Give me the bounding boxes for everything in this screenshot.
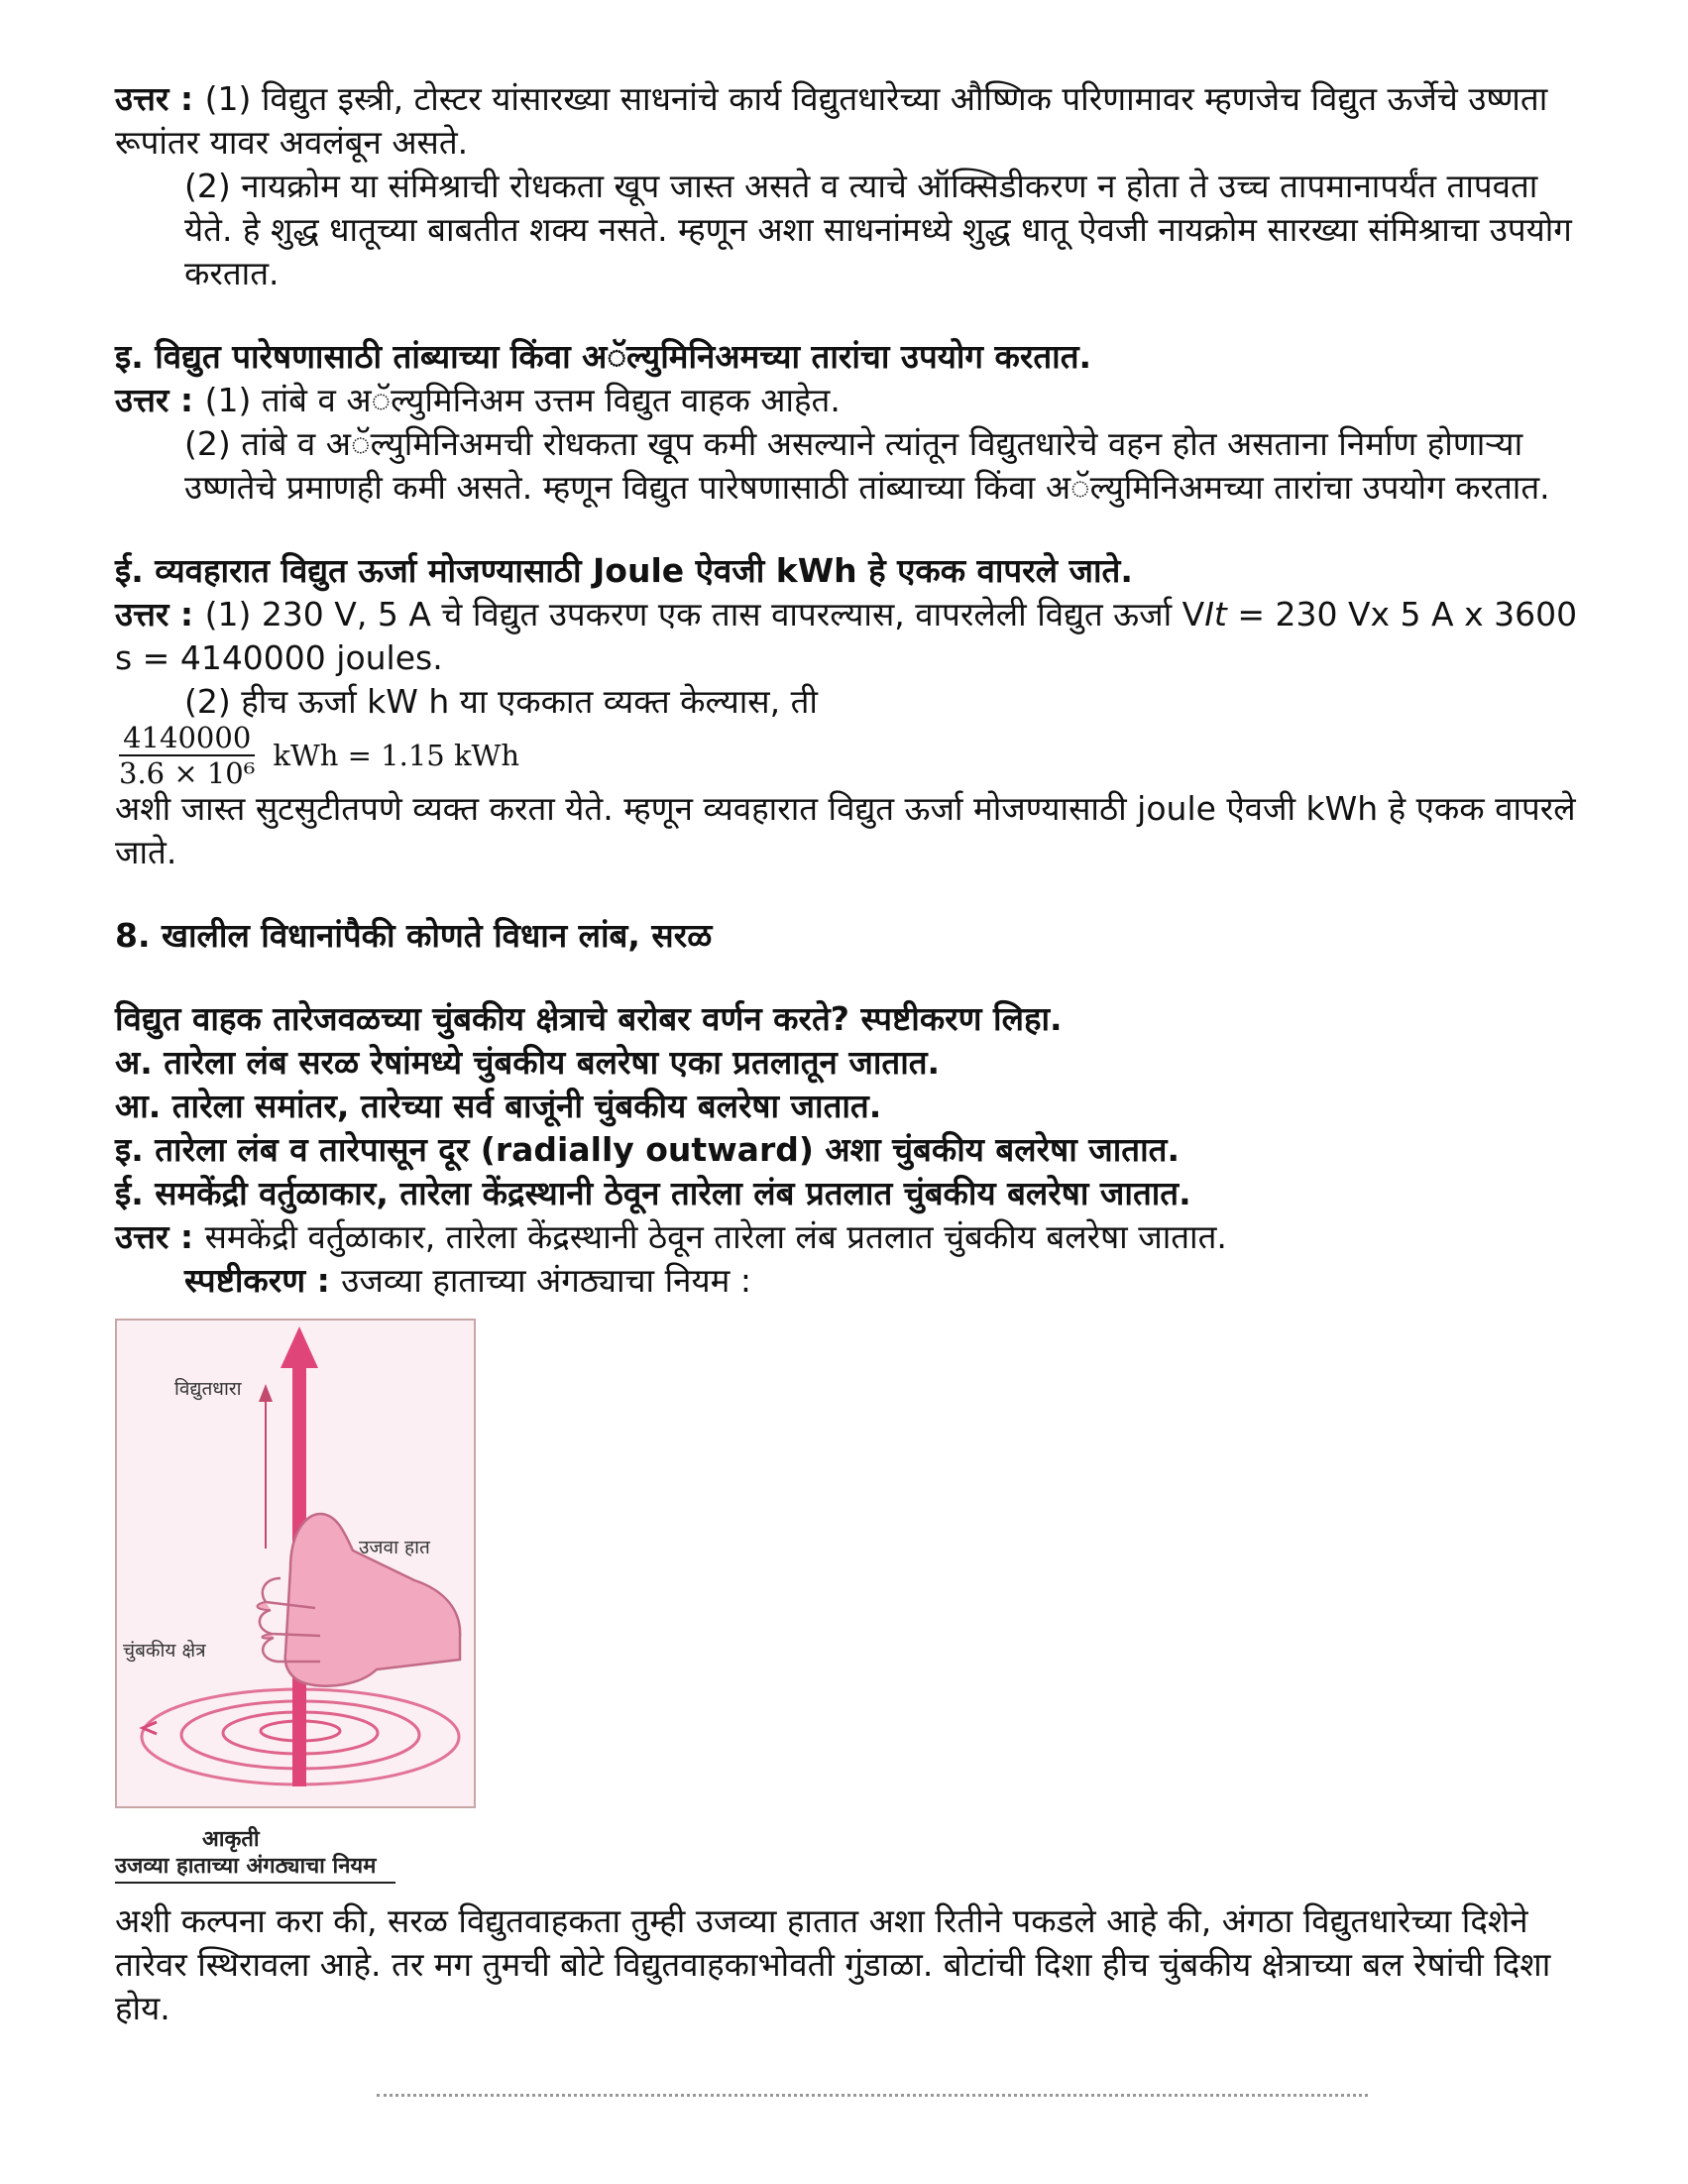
- final-paragraph: अशी कल्पना करा की, सरळ विद्युतवाहकता तुम्ही उजव्या हातात अशा रितीने पकडले आहे की, अंगठा विद्युतधारेच्या दिशेने तारेवर स्थिरावला आहे. तर मग तुमची बोटे विद्युतवाहकाभोवती गुंडाळा. बोटांची दिशा हीच चुंबकीय क्षेत्राच्या बल रेषांची दिशा होय.: [115, 1901, 1551, 2027]
- right-hand-thumb-rule-figure: [115, 1311, 670, 1905]
- label-current: विद्युतधारा: [174, 1378, 242, 1400]
- answer-label: उत्तर: [115, 79, 169, 118]
- figure-caption-title: आकृती: [202, 1827, 260, 1852]
- question-8-head: 8. खालील विधानांपैकी कोणते विधान लांब, सरळ: [115, 916, 713, 955]
- fraction: [115, 723, 259, 788]
- option-aa: आ. तारेला समांतर, तारेच्या सर्व बाजूंनी चुंबकीय बलरेषा जातात.: [115, 1087, 882, 1125]
- question-i: इ. विद्युत पारेषणासाठी तांब्याच्या किंवा अॅल्युमिनिअमच्या तारांचा उपयोग करतात.: [115, 337, 1092, 376]
- hand-illustration: [117, 1321, 474, 1806]
- figure-caption: उजव्या हाताच्या अंगठ्याचा नियम: [115, 1852, 395, 1884]
- label-right-hand: उजवा हात: [359, 1537, 430, 1558]
- figure-image: [115, 1319, 476, 1808]
- explanation-label: स्पष्टीकरण: [184, 1261, 306, 1300]
- answer-8: उत्तर : समकेंद्री वर्तुळाकार, तारेला केंद्रस्थानी ठेवून तारेला लंब प्रतलात चुंबकीय बलरेषा जातात.: [115, 1217, 1227, 1256]
- answer-label: उत्तर: [115, 1217, 169, 1256]
- answer-3-para-1: उत्तर : (1) 230 V, 5 A चे विद्युत उपकरण एक तास वापरल्यास, वापरलेली विद्युत ऊर्जा VIt = 230 Vx 5 A x 3600 s = 4140000 joules.: [115, 595, 1578, 677]
- document-page: [115, 77, 1582, 2030]
- energy-equation: [115, 721, 1582, 790]
- answer-label: उत्तर: [115, 595, 169, 633]
- answer-1-para-1: उत्तर : (1) विद्युत इस्त्री, टोस्टर यांसारख्या साधनांचे कार्य विद्युतधारेच्या औष्णिक परिणामावर म्हणजेच विद्युत ऊर्जेचे उष्णता रूपांतर यावर अवलंबून असते.: [115, 79, 1548, 162]
- answer-3-para-3: अशी जास्त सुटसुटीतपणे व्यक्त करता येते. म्हणून व्यवहारात विद्युत ऊर्जा मोजण्यासाठी joule ऐवजी kWh हे एकक वापरले जाते.: [115, 789, 1576, 871]
- page-cut-edge: [377, 2094, 1368, 2111]
- equation-result: kWh = 1.15 kWh: [273, 739, 520, 772]
- explanation-line: स्पष्टीकरण : उजव्या हाताच्या अंगठ्याचा नियम :: [184, 1261, 751, 1300]
- answer-1-para-2: (2) नायक्रोम या संमिश्राची रोधकता खूप जास्त असते व त्याचे ऑक्सिडीकरण न होता ते उच्च तापमानापर्यंत तापवता येते. हे शुद्ध धातूच्या बाबतीत शक्य नसते. म्हणून अशा साधनांमध्ये शुद्ध धातू ऐवजी नायक्रोम सारख्या संमिश्राचा उपयोग करतात.: [184, 167, 1572, 292]
- option-i: इ. तारेला लंब व तारेपासून दूर (radially outward) अशा चुंबकीय बलरेषा जातात.: [115, 1130, 1180, 1169]
- option-ii: ई. समकेंद्री वर्तुळाकार, तारेला केंद्रस्थानी ठेवून तारेला लंब प्रतलात चुंबकीय बलरेषा जातात.: [115, 1174, 1191, 1212]
- answer-label: उत्तर: [115, 381, 169, 419]
- answer-2-para-1: उत्तर : (1) तांबे व अॅल्युमिनिअम उत्तम विद्युत वाहक आहेत.: [115, 381, 841, 419]
- answer-3-para-2: (2) हीच ऊर्जा kW h या एककात व्यक्त केल्यास, ती: [184, 682, 818, 721]
- question-ii: ई. व्यवहारात विद्युत ऊर्जा मोजण्यासाठी Joule ऐवजी kWh हे एकक वापरले जाते.: [115, 551, 1133, 590]
- fraction-numerator: 4140000: [119, 723, 255, 756]
- question-8-body: विद्युत वाहक तारेजवळच्या चुंबकीय क्षेत्राचे बरोबर वर्णन करते? स्पष्टीकरण लिहा.: [115, 999, 1063, 1038]
- answer-2-para-2: (2) तांबे व अॅल्युमिनिअमची रोधकता खूप कमी असल्याने त्यांतून विद्युतधारेचे वहन होत असताना निर्माण होणाऱ्या उष्णतेचे प्रमाणही कमी असते. म्हणून विद्युत पारेषणासाठी तांब्याच्या किंवा अॅल्युमिनिअमच्या तारांचा उपयोग करतात.: [184, 424, 1550, 507]
- fraction-denominator: 3.6 × 10⁶: [119, 756, 256, 790]
- label-magnetic-field: चुंबकीय क्षेत्र: [123, 1640, 206, 1662]
- option-a: अ. तारेला लंब सरळ रेषांमध्ये चुंबकीय बलरेषा एका प्रतलातून जातात.: [115, 1043, 941, 1082]
